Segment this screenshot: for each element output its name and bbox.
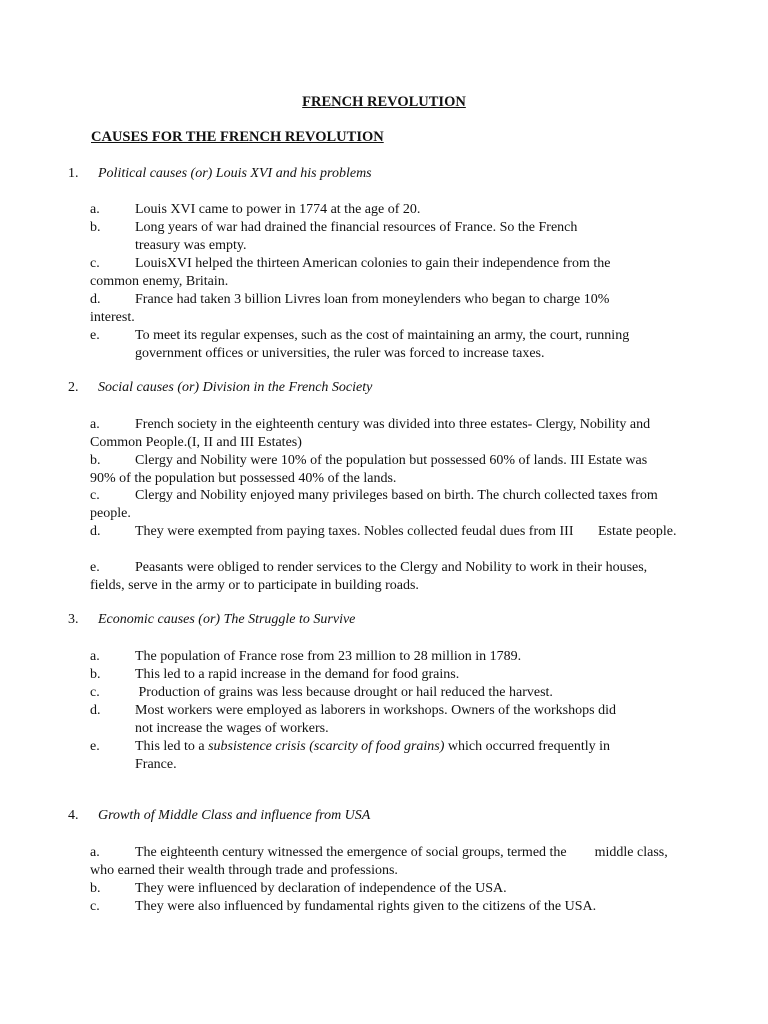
item-text: Clergy and Nobility were 10% of the population but possessed 60% of lands. III Estate was 90% of the population but possessed 40% of the lands. — [90, 453, 648, 486]
document-title: FRENCH REVOLUTION — [302, 94, 466, 110]
item-text: To meet its regular expenses, such as the cost of maintaining an army, the court, running government offices or universities, the ruler was forced to increase taxes. — [135, 328, 630, 361]
item-text: LouisXVI helped the thirteen American colonies to gain their independence from the common enemy, Britain. — [90, 256, 611, 289]
item-text-after: which occurred frequently in France. — [135, 739, 611, 772]
list-item — [90, 219, 690, 255]
item-text: Long years of war had drained the financial resources of France. So the French treasury was empty. — [135, 220, 578, 253]
item-text: French society in the eighteenth century was divided into three estates- Clergy, Nobility and Common People.(I, II and III Estates) — [90, 417, 651, 450]
list-item — [90, 844, 685, 880]
list-item — [90, 559, 665, 595]
list-item — [90, 452, 675, 488]
item-letter: c. — [90, 899, 100, 914]
document-subtitle: CAUSES FOR THE FRENCH REVOLUTION — [91, 129, 384, 145]
item-text: Peasants were obliged to render services to the Clergy and Nobility to work in their houses, fields, serve in the army or to participate in building roads. — [90, 560, 648, 593]
item-text: The population of France rose from 23 million to 28 million in 1789. — [135, 649, 522, 664]
item-text-before: This led to a — [135, 739, 209, 754]
item-letter: d. — [90, 524, 101, 539]
section-heading-text: Political causes (or) Louis XVI and his problems — [98, 166, 372, 181]
section-heading-text: Social causes (or) Division in the French Society — [98, 380, 373, 395]
section-heading-text: Growth of Middle Class and influence from USA — [98, 808, 371, 823]
item-letter: e. — [90, 560, 100, 575]
item-letter: a. — [90, 417, 100, 432]
item-letter: a. — [90, 202, 100, 217]
list-item — [90, 738, 690, 774]
list-item — [90, 684, 690, 702]
section-number: 4. — [68, 808, 79, 823]
list-item — [90, 201, 690, 219]
list-item — [90, 487, 680, 523]
section-heading-2 — [68, 380, 372, 396]
list-item — [90, 291, 655, 327]
list-item — [90, 898, 690, 916]
list-item — [90, 416, 675, 452]
item-letter: b. — [90, 453, 101, 468]
section-heading-3 — [68, 612, 355, 628]
section-number: 2. — [68, 380, 79, 395]
item-text: France had taken 3 billion Livres loan from moneylenders who began to charge 10% interest. — [90, 292, 610, 325]
item-letter: b. — [90, 881, 101, 896]
list-item — [90, 327, 690, 363]
list-item — [90, 880, 690, 898]
list-item — [90, 702, 690, 738]
item-text — [135, 738, 640, 774]
list-item — [90, 648, 690, 666]
item-letter: e. — [90, 328, 100, 343]
item-letter: c. — [90, 685, 100, 700]
item-letter: a. — [90, 649, 100, 664]
item-letter: b. — [90, 220, 101, 235]
list-item — [90, 666, 690, 684]
item-letter: c. — [90, 256, 100, 271]
list-item — [90, 523, 680, 541]
item-text: They were also influenced by fundamental rights given to the citizens of the USA. — [135, 899, 597, 914]
item-text: This led to a rapid increase in the demand for food grains. — [135, 667, 460, 682]
item-letter: d. — [90, 703, 101, 718]
section-heading-text: Economic causes (or) The Struggle to Survive — [98, 612, 356, 627]
item-text: Production of grains was less because drought or hail reduced the harvest. — [135, 685, 553, 700]
list-item — [90, 255, 660, 291]
item-letter: a. — [90, 845, 100, 860]
item-letter: b. — [90, 667, 101, 682]
item-letter: d. — [90, 292, 101, 307]
item-text: They were influenced by declaration of independence of the USA. — [135, 881, 507, 896]
section-number: 3. — [68, 612, 79, 627]
item-text: Clergy and Nobility enjoyed many privileges based on birth. The church collected taxes from people. — [90, 488, 658, 521]
item-text: Louis XVI came to power in 1774 at the age of 20. — [135, 202, 421, 217]
item-text-emphasis: subsistence crisis (scarcity of food grains) — [208, 739, 445, 754]
section-heading-1 — [68, 166, 372, 182]
section-heading-4 — [68, 808, 370, 824]
item-text: They were exempted from paying taxes. Nobles collected feudal dues from III Estate people. — [135, 524, 677, 539]
item-letter: e. — [90, 739, 100, 754]
item-text: The eighteenth century witnessed the emergence of social groups, termed the middle class, who earned their wealth through trade and professions. — [90, 845, 672, 878]
item-text: Most workers were employed as laborers in workshops. Owners of the workshops did not increase the wages of workers. — [135, 703, 616, 736]
item-letter: c. — [90, 488, 100, 503]
section-number: 1. — [68, 166, 79, 181]
